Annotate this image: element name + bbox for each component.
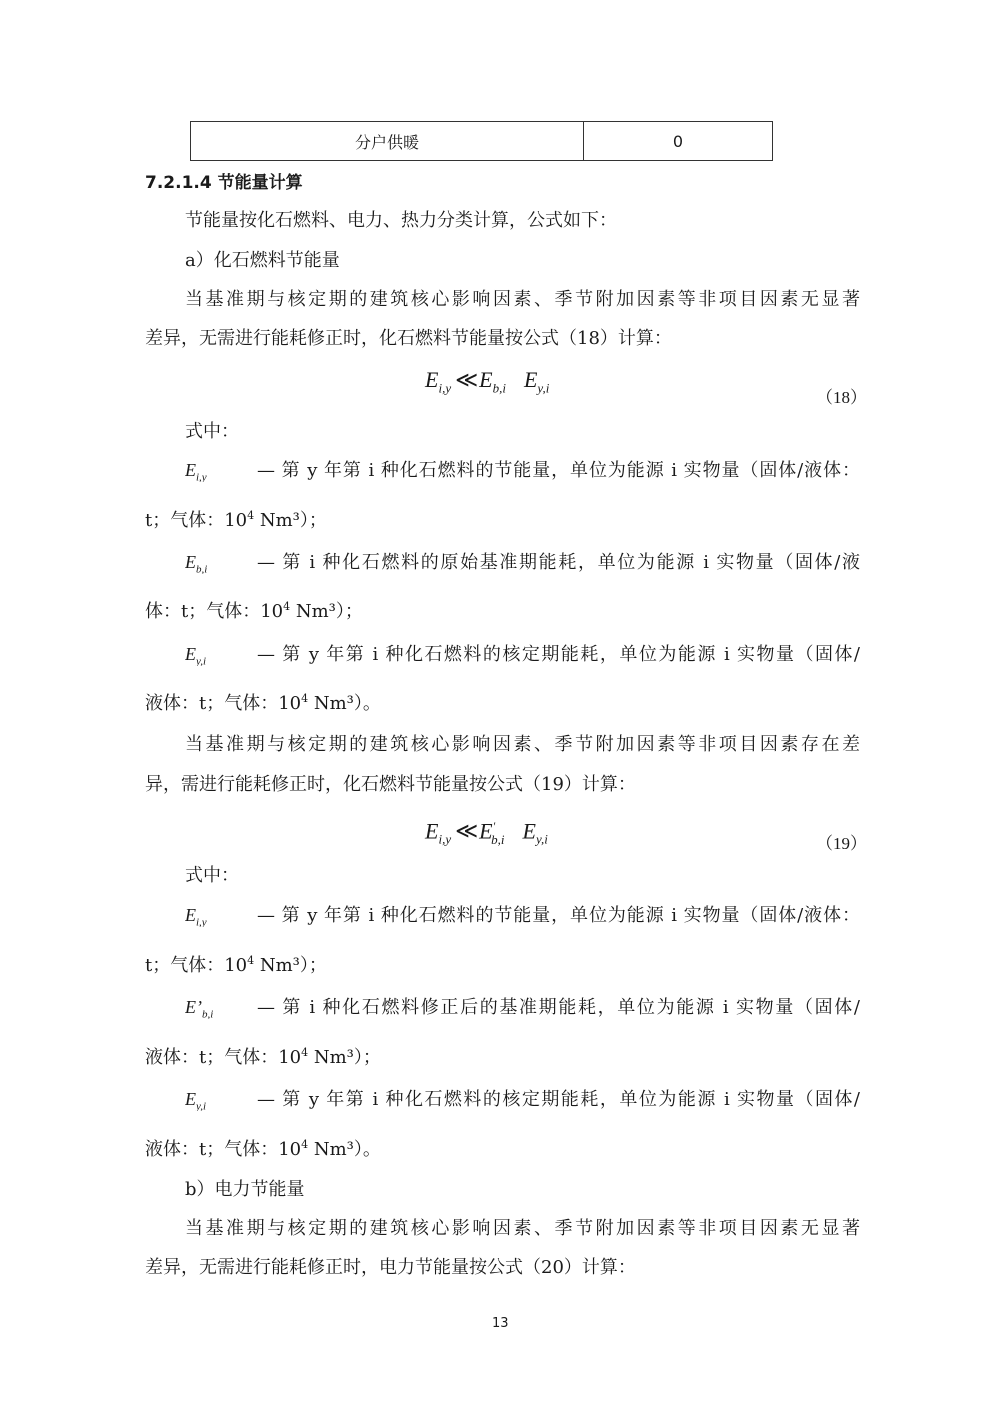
definition-cont: 液体：t；气体：$10^4$ Nm³）。 <box>145 692 381 714</box>
definition-cont: t；气体：$10^4$ Nm³）； <box>145 509 327 531</box>
definition-line: $E_{i,y}$ — 第 y 年第 i 种化石燃料的节能量，单位为能源 i 实物量（固体/液体： <box>185 905 860 927</box>
paragraph-line: 当基准期与核定期的建筑核心影响因素、季节附加因素等非项目因素无显著 <box>185 289 860 310</box>
paragraph-line: 差异，无需进行能耗修正时，电力节能量按公式（20）计算： <box>145 1257 636 1278</box>
definition-line: $E_{i,y}$ — 第 y 年第 i 种化石燃料的节能量，单位为能源 i 实物量（固体/液体： <box>185 460 860 482</box>
formula-18: $E_{i,y}$ $≪E_{b,i}$ $E_{y,i}$ <box>425 367 550 396</box>
table-cell-value: 0 <box>584 122 773 161</box>
section-a-title: a）化石燃料节能量 <box>185 250 340 271</box>
definition-cont: 体：t；气体：$10^4$ Nm³）； <box>145 600 363 622</box>
intro-text: 节能量按化石燃料、电力、热力分类计算，公式如下： <box>185 210 617 231</box>
heating-table <box>190 121 773 161</box>
section-heading: 7.2.1.4 节能量计算 <box>145 173 303 193</box>
where-label: 式中： <box>185 421 239 442</box>
equation-number: （18） <box>816 388 867 407</box>
definition-cont: 液体：t；气体：$10^4$ Nm³）。 <box>145 1138 381 1160</box>
page-number: 13 <box>492 1316 509 1331</box>
definition-line: $E_{b,i}$ — 第 i 种化石燃料的原始基准期能耗，单位为能源 i 实物量（固体/液 <box>185 552 860 574</box>
where-label: 式中： <box>185 865 239 886</box>
definition-line: $E’_{b,i}$ — 第 i 种化石燃料修正后的基准期能耗，单位为能源 i 实物量（固体/ <box>185 997 860 1019</box>
table-cell-label: 分户供暖 <box>191 122 584 161</box>
definition-line: $E_{y,i}$ — 第 y 年第 i 种化石燃料的核定期能耗，单位为能源 i 实物量（固体/ <box>185 1089 860 1111</box>
definition-cont: t；气体：$10^4$ Nm³）； <box>145 954 327 976</box>
paragraph-line: 当基准期与核定期的建筑核心影响因素、季节附加因素等非项目因素存在差 <box>185 734 860 755</box>
definition-line: $E_{y,i}$ — 第 y 年第 i 种化石燃料的核定期能耗，单位为能源 i 实物量（固体/ <box>185 644 860 666</box>
table-row <box>191 122 773 161</box>
section-b-title: b）电力节能量 <box>185 1179 305 1200</box>
formula-19: $E_{i,y}$ $≪E'_{b,i}$ $E_{y,i}$ <box>425 818 548 847</box>
paragraph-line: 差异，无需进行能耗修正时，化石燃料节能量按公式（18）计算： <box>145 328 672 349</box>
equation-number: （19） <box>816 834 867 853</box>
definition-cont: 液体：t；气体：$10^4$ Nm³）； <box>145 1046 381 1068</box>
paragraph-line: 异，需进行能耗修正时，化石燃料节能量按公式（19）计算： <box>145 774 636 795</box>
paragraph-line: 当基准期与核定期的建筑核心影响因素、季节附加因素等非项目因素无显著 <box>185 1218 860 1239</box>
